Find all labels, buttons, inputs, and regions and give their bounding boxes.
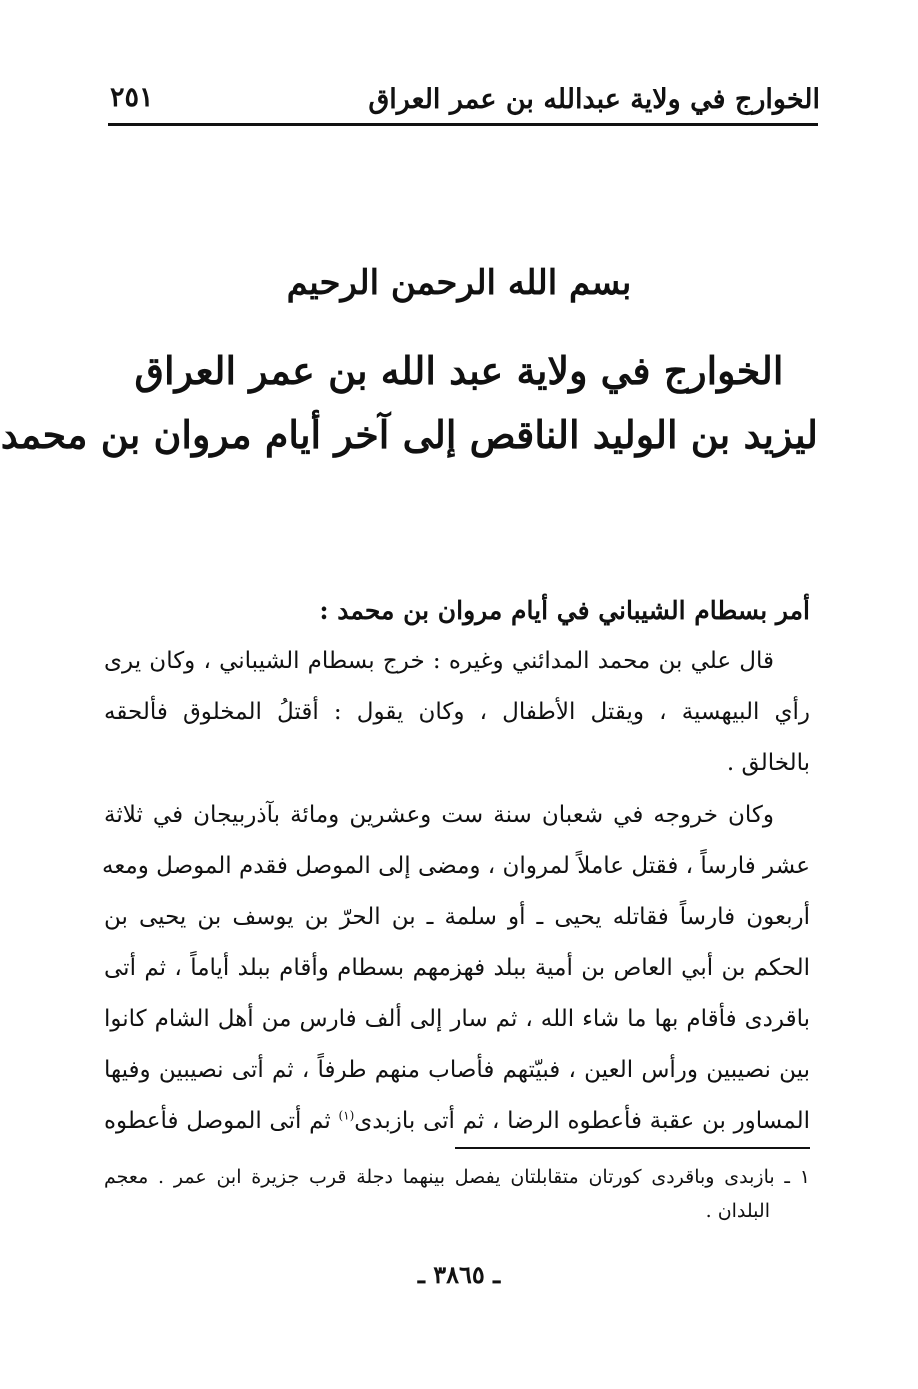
paragraph-text: ثم أتى الموصل فأعطوه: [104, 1108, 339, 1134]
paragraph-line: أربعون فارساً فقاتله يحيى ـ أو سلمة ـ بن الحرّ بن يوسف بن يحيى بن: [104, 904, 810, 930]
paragraph-line: وكان خروجه في شعبان سنة ست وعشرين ومائة بآذربيجان في ثلاثة: [104, 802, 774, 828]
chapter-title-line-1: الخوارج في ولاية عبد الله بن عمر العراق: [134, 348, 784, 393]
section-heading: أمر بسطام الشيباني في أيام مروان بن محمد :: [319, 596, 810, 625]
paragraph-line: [104, 1108, 810, 1134]
footer-page-number: ـ ٣٨٦٥ ـ: [417, 1260, 501, 1289]
running-header-title: الخوارج في ولاية عبدالله بن عمر العراق: [368, 84, 820, 115]
footnote-divider: [455, 1147, 810, 1149]
basmala: بسم الله الرحمن الرحيم: [286, 263, 632, 303]
chapter-title-line-2: ليزيد بن الوليد الناقص إلى آخر أيام مروان بن محمد: [0, 412, 818, 457]
paragraph-line: عشر فارساً ، فقتل عاملاً لمروان ، ومضى إلى الموصل فقدم الموصل ومعه: [101, 853, 810, 879]
paragraph-line: باقردى فأقام بها ما شاء الله ، ثم سار إلى ألف فارس من أهل الشام كانوا: [104, 1006, 810, 1032]
footnote-line: ١ ـ بازبدى وباقردى كورتان متقابلتان يفصل بينهما دجلة قرب جزيرة ابن عمر . معجم: [104, 1166, 810, 1188]
header-divider: [108, 123, 818, 126]
footnote-reference[interactable]: (١): [338, 1108, 355, 1123]
paragraph-line: قال علي بن محمد المدائني وغيره : خرج بسطام الشيباني ، وكان يرى: [104, 648, 774, 674]
paragraph-line: الحكم بن أبي العاص بن أمية ببلد فهزمهم بسطام وأقام ببلد أياماً ، ثم أتى: [104, 955, 810, 981]
footnote-line: البلدان .: [705, 1200, 770, 1222]
paragraph-line: بين نصيبين ورأس العين ، فبيّتهم فأصاب منهم طرفاً ، ثم أتى نصيبين وفيها: [104, 1057, 810, 1083]
paragraph-line: رأي البيهسية ، ويقتل الأطفال ، وكان يقول : أقتلُ المخلوق فألحقه: [104, 699, 810, 725]
header-page-number: ٢٥١: [110, 82, 154, 113]
paragraph-text: المساور بن عقبة فأعطوه الرضا ، ثم أتى بازبدى: [354, 1108, 810, 1134]
paragraph-line: بالخالق .: [726, 750, 810, 776]
